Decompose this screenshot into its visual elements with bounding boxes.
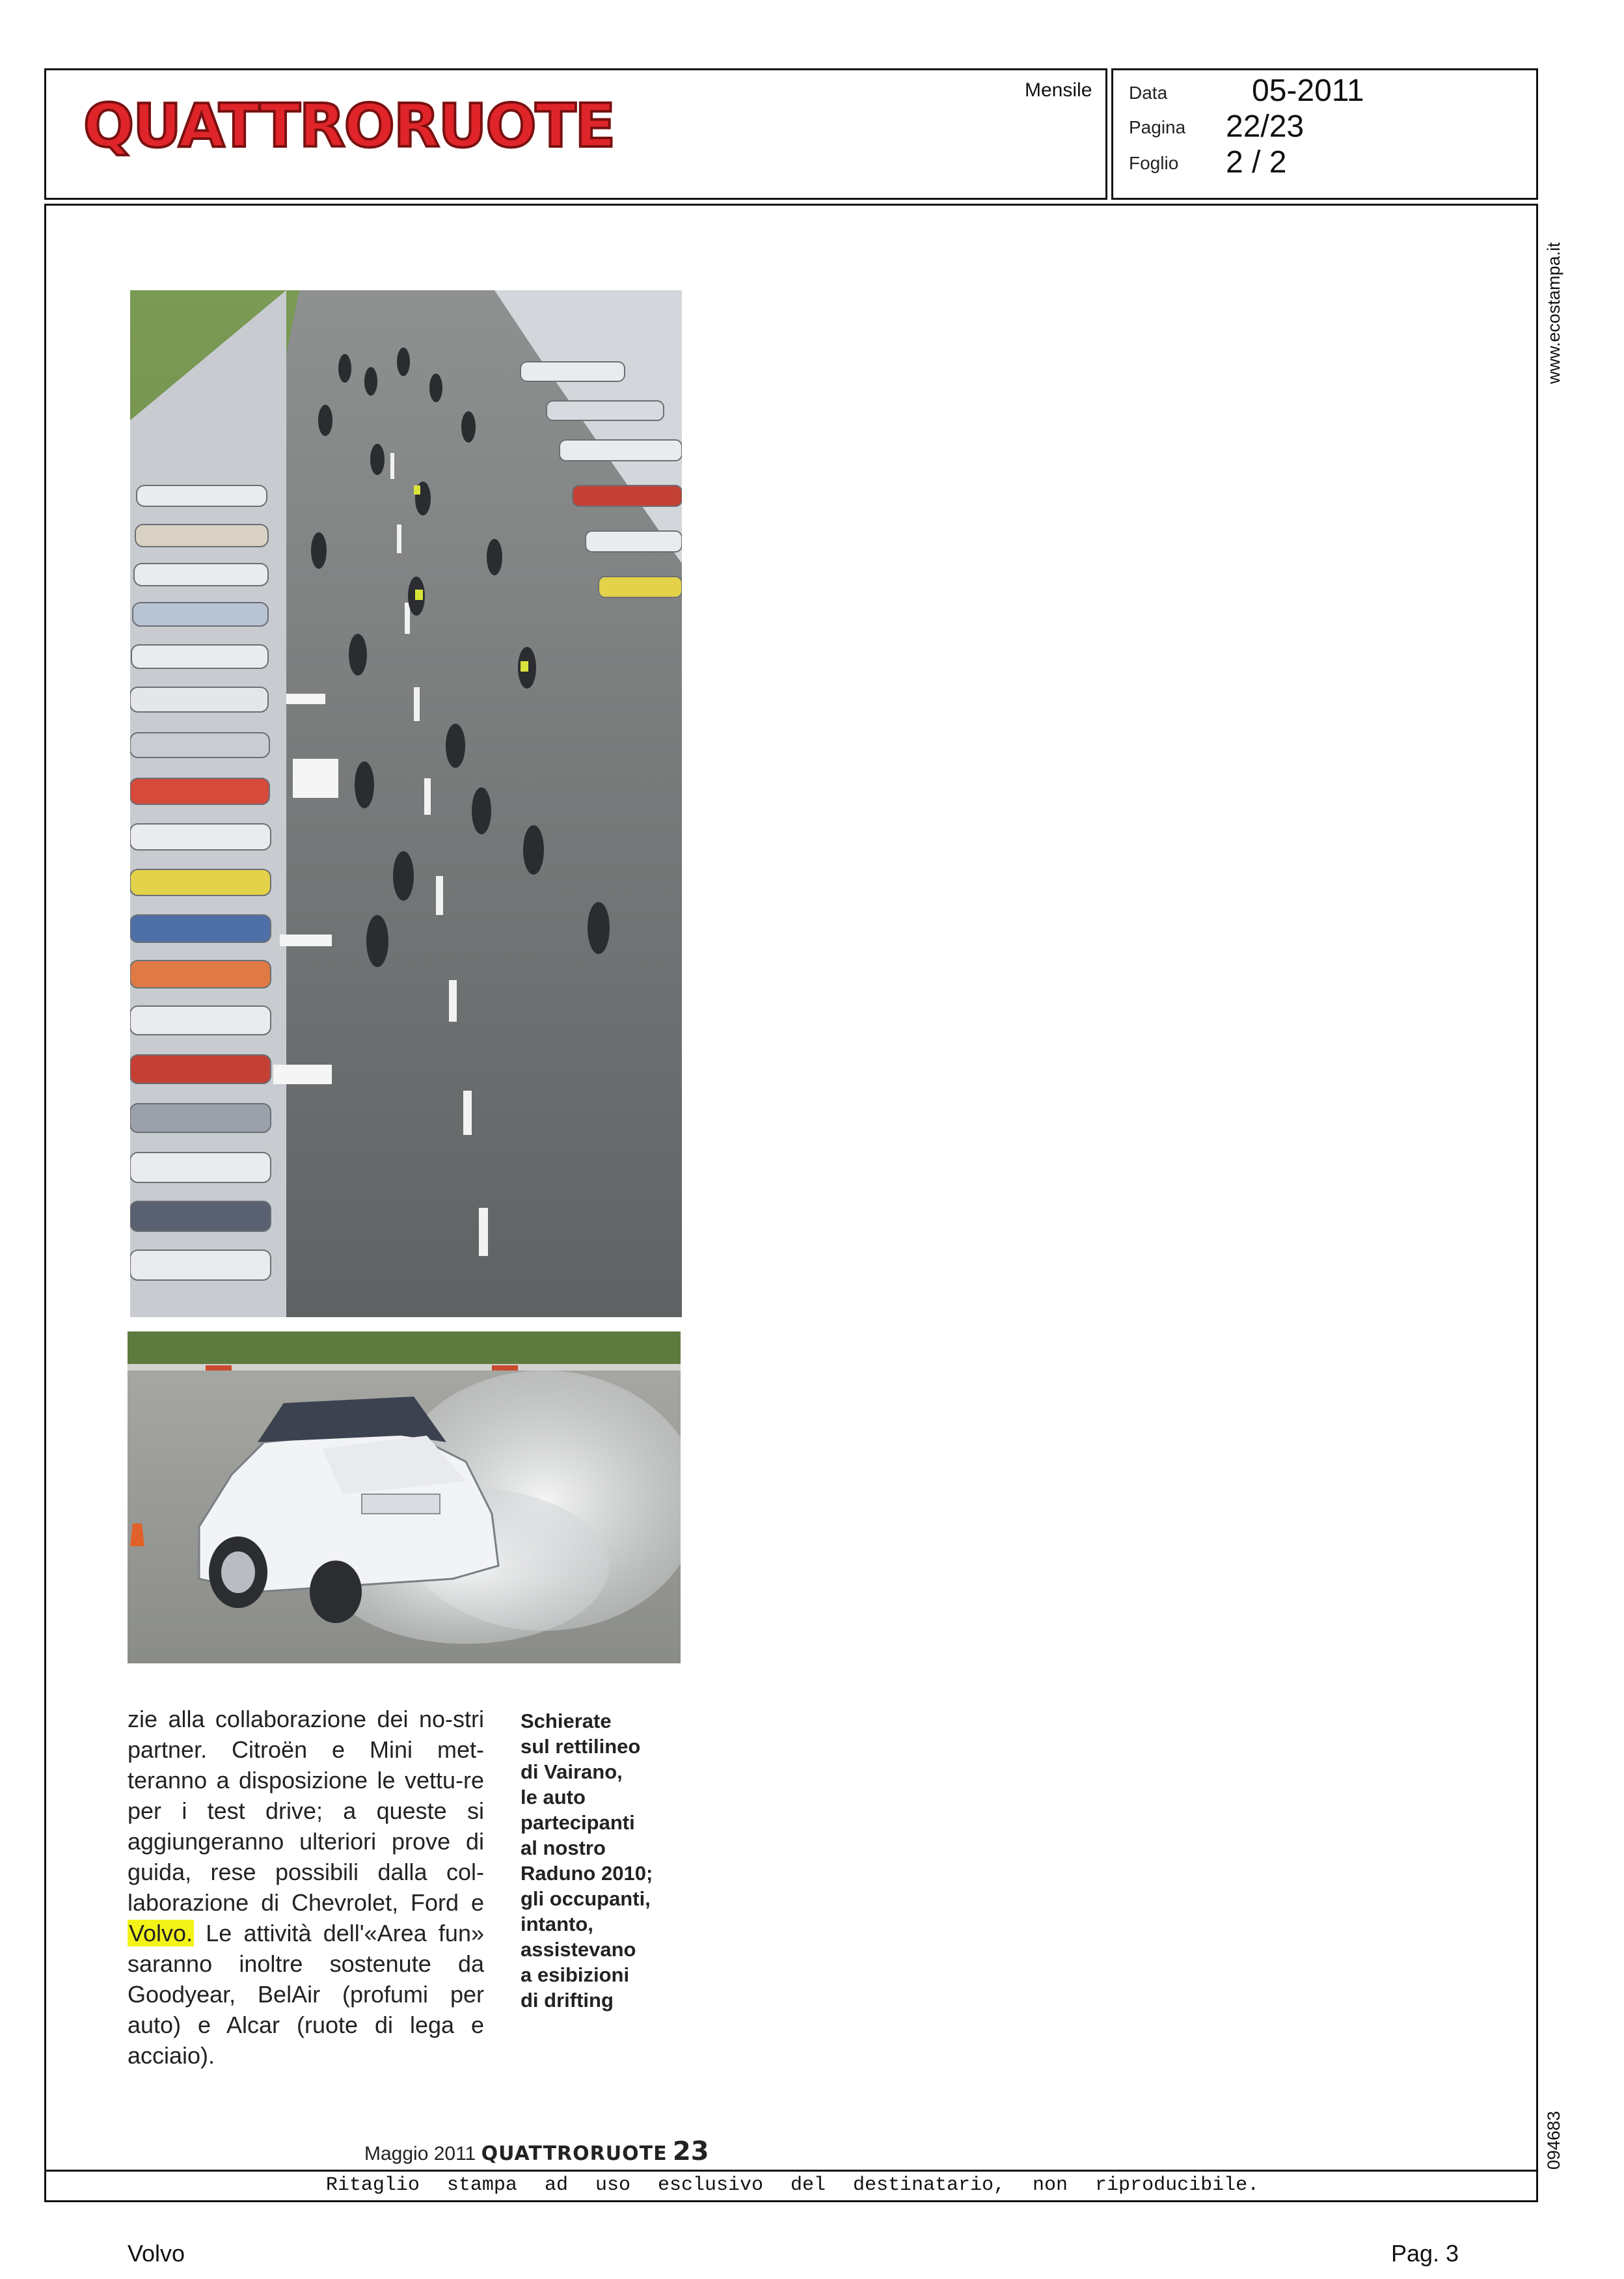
caption-line: partecipanti <box>521 1811 635 1834</box>
document-page: Pag. 3 <box>1391 2240 1459 2267</box>
photo-drifting-car <box>128 1331 681 1663</box>
article-body-part-3: Le attività dell'«Area fun» saranno inoltre sostenute da Goodyear, BelAir (profumi per auto) e Alcar (ruote di lega e acciaio). <box>128 1920 484 2069</box>
caption-line: le auto <box>521 1786 586 1808</box>
photo-caption <box>521 1708 690 2013</box>
clipping-disclaimer: Ritaglio stampa ad uso esclusivo del destinatario, non riproducibile. <box>325 2174 1260 2196</box>
caption-line: assistevano <box>521 1938 636 1961</box>
code-vertical: 094683 <box>1544 2110 1563 2170</box>
caption-line: Raduno 2010; <box>521 1862 653 1885</box>
photo-car-rally <box>130 290 682 1317</box>
publication-logo: QUATTRORUOTE <box>83 91 615 161</box>
footer-page-number: 23 <box>672 2136 709 2166</box>
footer-brand: QUATTRORUOTE <box>481 2142 668 2165</box>
caption-line: intanto, <box>521 1913 593 1935</box>
highlighted-term-volvo: Volvo. <box>129 1920 193 1946</box>
article-body <box>128 1704 484 2071</box>
magazine-footer <box>364 2136 709 2166</box>
date-value: 05-2011 <box>1252 74 1364 108</box>
article-body-part-1: zie alla collaborazione dei no-stri partner. Citroën e Mini met-teranno a disposizione le vettu-re per i test drive; a queste si aggiungeranno ulteriori prove di guida, rese possibili dalla col-laborazione di Chevrolet, Ford e <box>128 1706 484 1916</box>
caption-line: gli occupanti, <box>521 1887 651 1910</box>
document-tag: Volvo <box>128 2240 185 2267</box>
caption-line: di drifting <box>521 1989 614 2012</box>
caption-line: di Vairano, <box>521 1760 623 1783</box>
page-value: 22/23 <box>1226 109 1305 144</box>
website-vertical: www.ecostampa.it <box>1544 242 1563 384</box>
caption-line: a esibizioni <box>521 1963 630 1986</box>
page-label: Pagina <box>1129 117 1186 137</box>
caption-line: sul rettilineo <box>521 1735 641 1758</box>
footer-issue: Maggio 2011 <box>364 2143 476 2164</box>
frequency-label: Mensile <box>1025 79 1092 101</box>
date-label: Data <box>1129 83 1168 103</box>
caption-line: Schierate <box>521 1710 612 1732</box>
sheet-label: Foglio <box>1129 153 1179 173</box>
sheet-value: 2 / 2 <box>1226 145 1287 180</box>
caption-line: al nostro <box>521 1836 606 1859</box>
